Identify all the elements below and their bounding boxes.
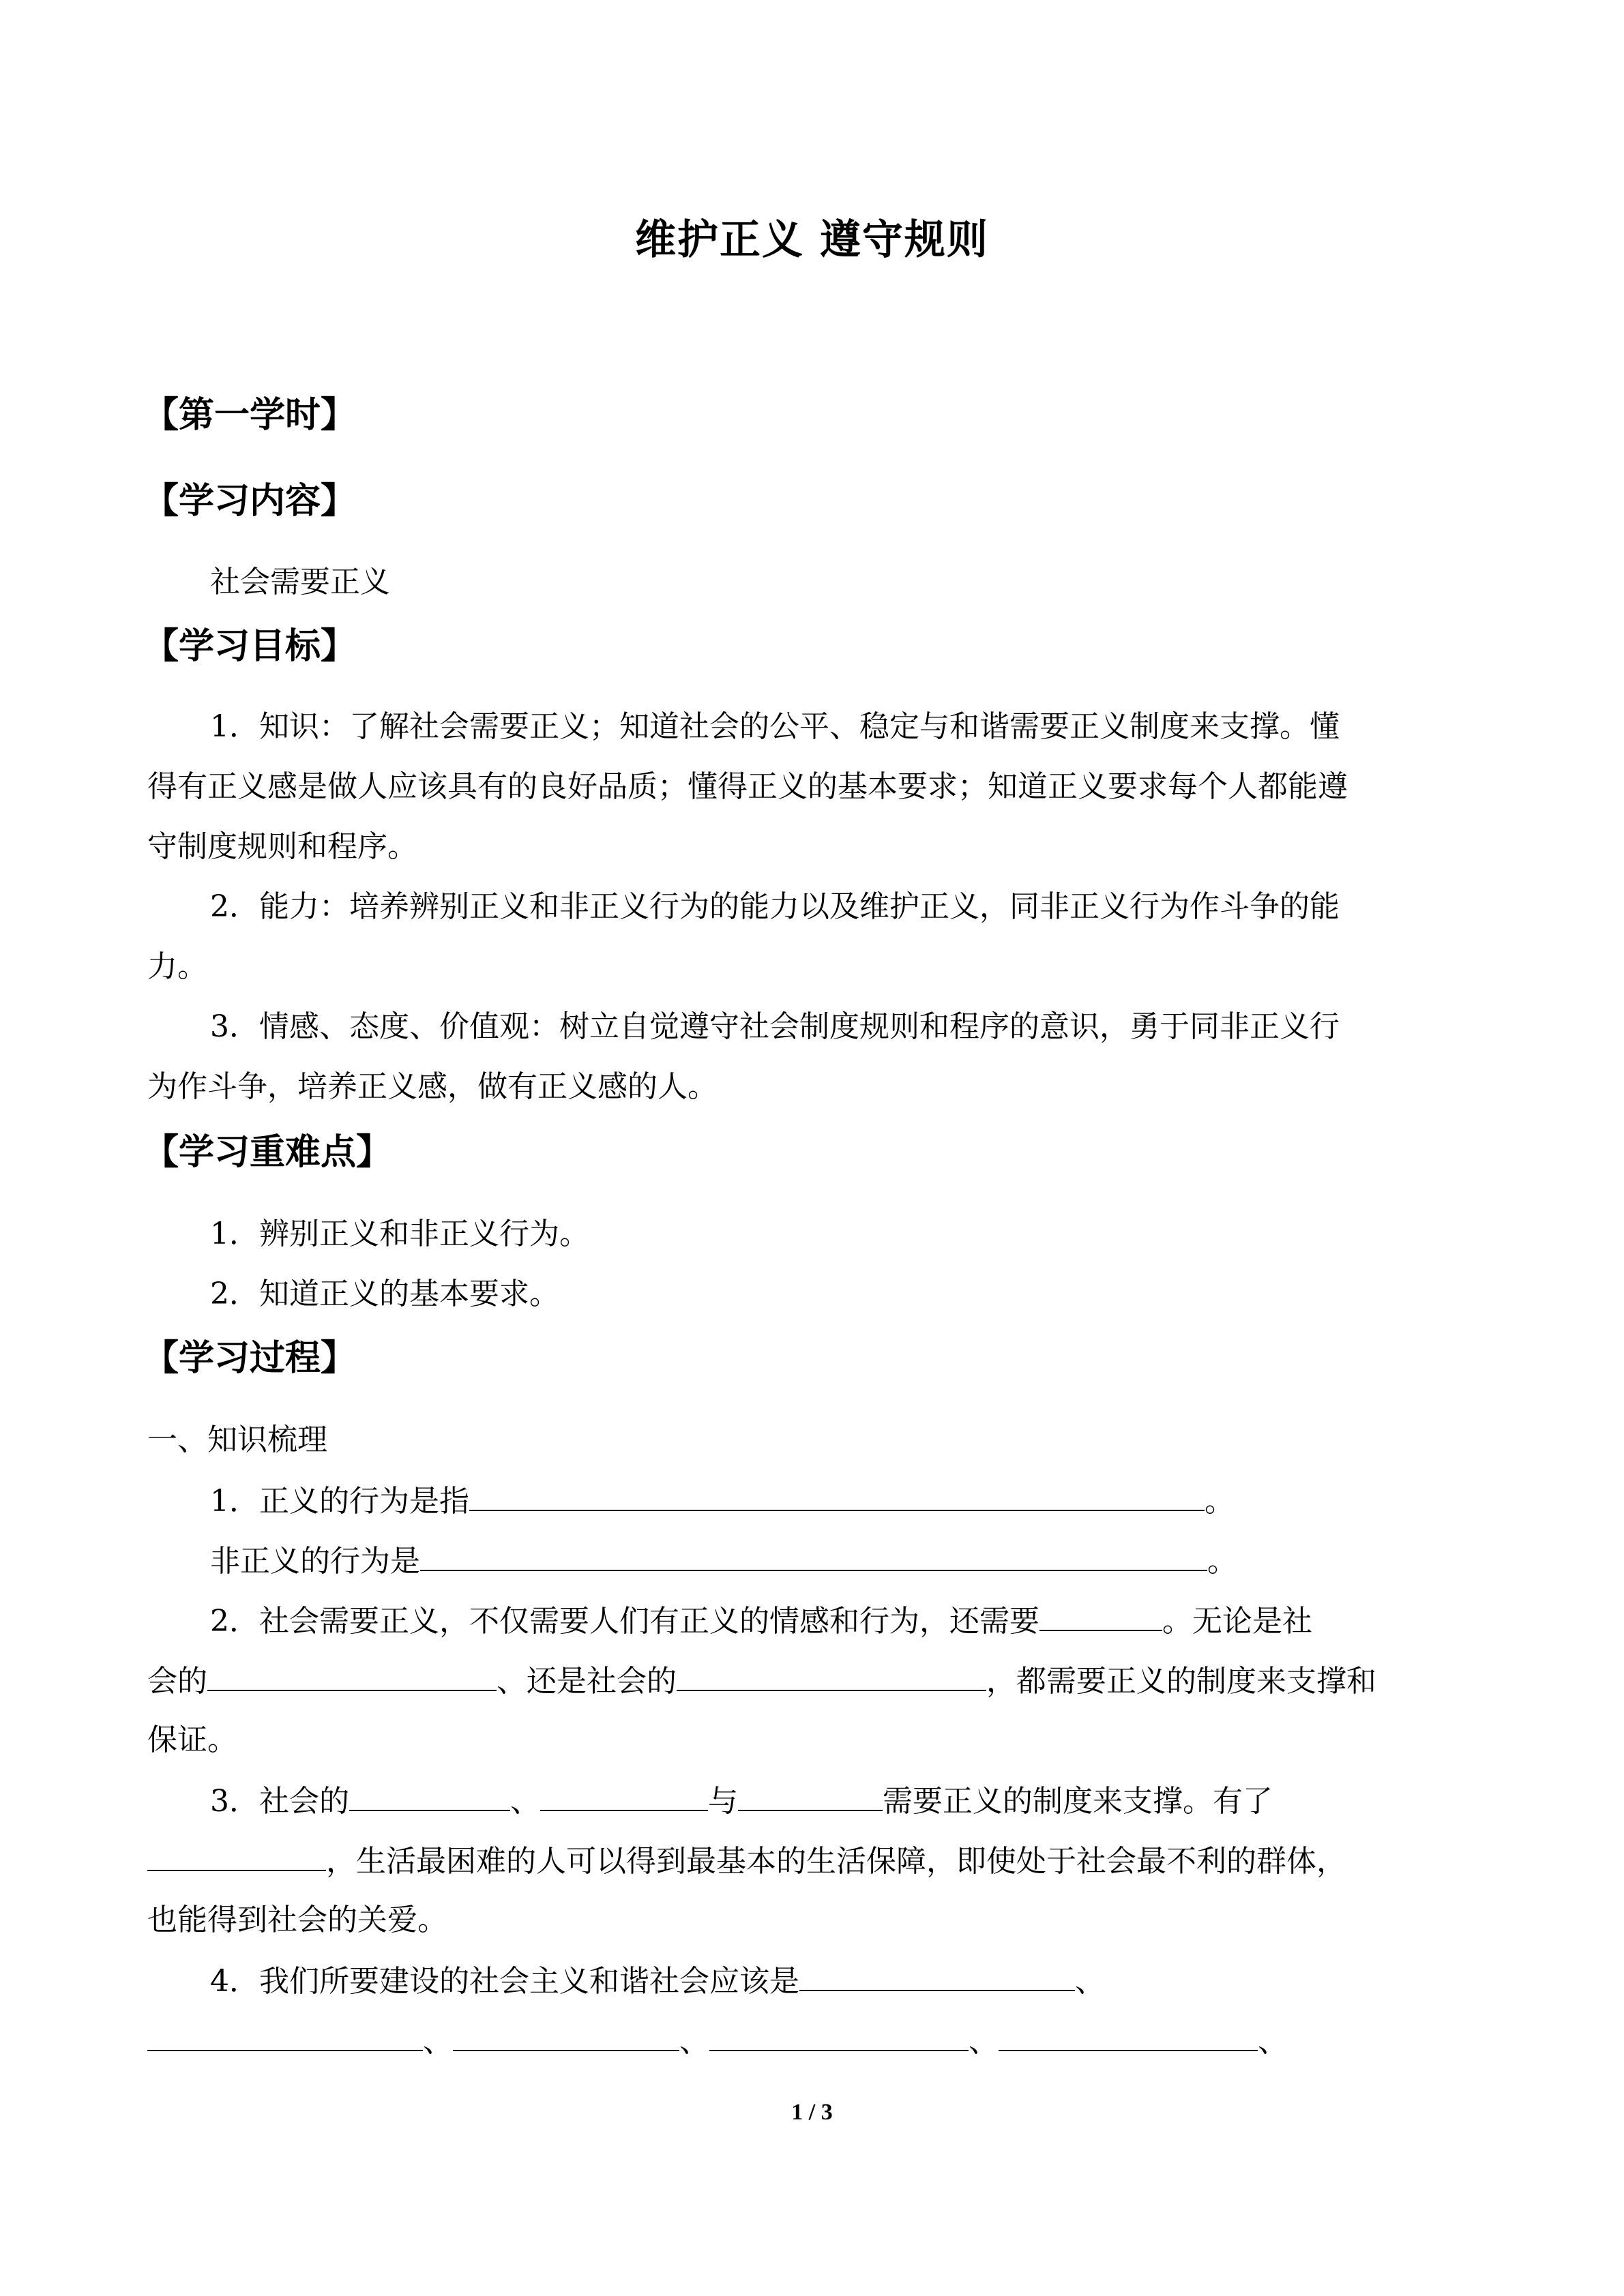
key-point-1: 1．辨别正义和非正义行为。 xyxy=(210,1217,589,1251)
blank-q4-5[interactable] xyxy=(999,2020,1258,2051)
q3-l1-text-b: 、 xyxy=(510,1784,540,1819)
goal3-line1: 3．情感、态度、价值观：树立自觉遵守社会制度规则和程序的意识，勇于同非正义行 xyxy=(210,1009,1340,1044)
question-3-line3: 也能得到社会的关爱。 xyxy=(147,1903,447,1937)
question-2-line2 xyxy=(147,1660,1376,1702)
q2-l2-text-a: 会的 xyxy=(147,1664,207,1699)
q2-l1-text-b: 。无论是社 xyxy=(1162,1604,1312,1639)
goal1-line2: 得有正义感是做人应该具有的良好品质；懂得正义的基本要求；知道正义要求每个人都能遵 xyxy=(147,769,1348,804)
blank-q4-3[interactable] xyxy=(453,2020,679,2051)
question-1b xyxy=(210,1540,1237,1582)
key-point-2: 2．知道正义的基本要求。 xyxy=(210,1277,559,1311)
content-text: 社会需要正义 xyxy=(210,565,390,599)
q4-l2-comma-4: 、 xyxy=(1258,2024,1288,2059)
blank-q4-4[interactable] xyxy=(709,2020,969,2051)
question-1a xyxy=(210,1480,1235,1522)
q2-l1-text-a: 2．社会需要正义，不仅需要人们有正义的情感和行为，还需要 xyxy=(210,1604,1039,1639)
q4-l2-comma-2: 、 xyxy=(679,2024,709,2059)
goal2-line2: 力。 xyxy=(147,949,207,984)
blank-q3-1[interactable] xyxy=(349,1780,510,1811)
document-title: 维护正义 遵守规则 xyxy=(635,216,989,264)
q4-l1-text: 4．我们所要建设的社会主义和谐社会应该是 xyxy=(210,1964,799,1999)
q4-l1-comma: 、 xyxy=(1075,1964,1105,1999)
blank-q3-2[interactable] xyxy=(540,1780,708,1811)
blank-q1b[interactable] xyxy=(420,1540,1207,1571)
blank-q2-2[interactable] xyxy=(207,1660,497,1691)
blank-q2-3[interactable] xyxy=(677,1660,986,1691)
heading-goals: 【学习目标】 xyxy=(143,625,357,667)
q3-l1-text-c: 与 xyxy=(708,1784,738,1819)
question-2-line1 xyxy=(210,1600,1312,1642)
blank-q4-2[interactable] xyxy=(147,2020,423,2051)
q3-l2-text: ，生活最困难的人可以得到最基本的生活保障，即使处于社会最不利的群体， xyxy=(326,1844,1346,1879)
goal3-line2: 为作斗争，培养正义感，做有正义感的人。 xyxy=(147,1069,718,1104)
goal1-line3: 守制度规则和程序。 xyxy=(147,829,417,864)
part-1-label: 一、知识梳理 xyxy=(147,1422,327,1457)
question-3-line2 xyxy=(147,1840,1346,1882)
q1b-text: 非正义的行为是 xyxy=(210,1544,420,1579)
heading-process: 【学习过程】 xyxy=(143,1337,357,1379)
page-number: 1 / 3 xyxy=(791,2100,833,2125)
question-2-line3: 保证。 xyxy=(147,1723,237,1757)
question-3-line1 xyxy=(210,1780,1273,1822)
goal2-line1: 2．能力：培养辨别正义和非正义行为的能力以及维护正义，同非正义行为作斗争的能 xyxy=(210,889,1340,924)
q4-l2-comma-1: 、 xyxy=(423,2024,453,2059)
blank-q2-1[interactable] xyxy=(1039,1600,1162,1631)
q3-l1-text-d: 需要正义的制度来支撑。有了 xyxy=(883,1784,1273,1819)
question-4-line1 xyxy=(210,1960,1105,2002)
q4-l2-comma-3: 、 xyxy=(969,2024,999,2059)
blank-q3-4[interactable] xyxy=(147,1840,326,1871)
q1b-period: 。 xyxy=(1207,1544,1237,1579)
q3-l1-text-a: 3．社会的 xyxy=(210,1784,349,1819)
q2-l2-text-b: 、还是社会的 xyxy=(497,1664,677,1699)
heading-key-points: 【学习重难点】 xyxy=(143,1131,392,1173)
blank-q3-3[interactable] xyxy=(738,1780,883,1811)
goal1-line1: 1．知识：了解社会需要正义；知道社会的公平、稳定与和谐需要正义制度来支撑。懂 xyxy=(210,709,1340,744)
question-4-line2 xyxy=(147,2020,1288,2062)
blank-q4-1[interactable] xyxy=(799,1960,1075,1991)
heading-lesson: 【第一学时】 xyxy=(143,394,357,436)
blank-q1a[interactable] xyxy=(469,1480,1205,1511)
heading-content: 【学习内容】 xyxy=(143,480,357,522)
q1a-text: 1．正义的行为是指 xyxy=(210,1484,469,1519)
q2-l2-text-c: ，都需要正义的制度来支撑和 xyxy=(986,1664,1376,1699)
q1a-period: 。 xyxy=(1205,1484,1235,1519)
